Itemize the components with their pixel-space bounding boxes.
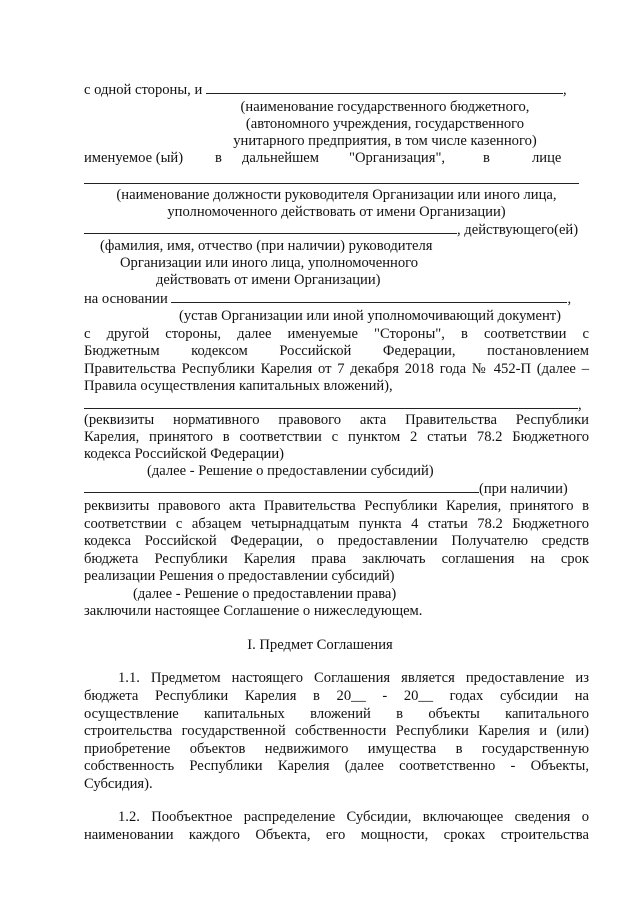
text-line: Правительства Республики Карелия от 7 декабря 2018 года № 452-П (далее – [84, 361, 589, 377]
text-line: заключили настоящее Соглашение о нижеследующем. [84, 603, 423, 619]
text-line: строительства государственной собственности Республики Карелия и (или) [84, 723, 589, 739]
text-line: с одной стороны, и , [84, 82, 567, 98]
text-line: осуществление капитальных вложений в объекты капитального [84, 706, 589, 722]
document-page: с одной стороны, и , (наименование государственного бюджетного, (автономного учреждения, государственного унитарного предприятия, в том числе казенного) именуемое (ый) в дальнейшем "Организация", в лице (наименование должности руководителя Организации или иного лица, уполномоченного действовать от имени Организации) , действующего(ей) (фамилия, имя, отчество (при наличии) руководителя Организации или иного лица, уполномоченного действовать от имени Организации) на основании , (устав Организации или иной уполномочивающий документ) с другой стороны, далее именуемые "Стороны", в соответствии с Бюджетным кодексом Российской Федерации, постановлением Правительства Республики Карелия от 7 декабря 2018 года № 452-П (далее – Правила осуществления капитальных вложений), , (реквизиты нормативного правового акта Правительства Республики Карелия, принятого в соответствии с пунктом 2 статьи 78.2 Бюджетного кодекса Российской Федерации) (далее - Решение о предоставлении субсидий) (при наличии) реквизиты правового акта Правительства Республики Карелия, принятого в соответствии с абзацем четырнадцатым пункта 4 статьи 78.2 Бюджетного кодекса Российской Федерации, о предоставлении Получателю средств бюджета Республики Карелия права заключать соглашения на срок реализации Решения о предоставлении субсидий) (далее - Решение о предоставлении права) заключили настоящее Соглашение о нижеследующем. I. Предмет Соглашения 1.1. Предметом настоящего Соглашения является предоставление из бюджета Республики Карелия в 20__ - 20__ годах субсидии на осуществление капитальных вложений в объекты капитального строительства государственной собственности Республики Карелия и (или) приобретение объектов недвижимого имущества в государственную собственность Республики Карелия (далее соответственно - Объекты, Субсидия). 1.2. Пообъектное распределение Субсидии, включающее сведения о наименовании каждого Объекта, его мощности, сроках строительства [0, 0, 640, 905]
text-line: реквизиты правового акта Правительства Республики Карелия, принятого в [84, 498, 589, 514]
text-line: (далее - Решение о предоставлении субсидий) [147, 463, 434, 479]
text-line: действовать от имени Организации) [156, 272, 381, 288]
text-line: с другой стороны, далее именуемые "Стороны", в соответствии с [84, 326, 589, 342]
text-line: собственность Республики Карелия (далее соответственно - Объекты, [84, 758, 589, 774]
text-line: унитарного предприятия, в том числе казенного) [233, 133, 537, 149]
text-line: кодекса Российской Федерации, о предоставлении Получателю средств [84, 533, 589, 549]
text-line: (при наличии) [84, 480, 589, 498]
text-line: уполномоченного действовать от имени Организации) [167, 204, 506, 220]
text-line: Карелия, принятого в соответствии с пунктом 2 статьи 78.2 Бюджетного [84, 429, 589, 445]
section-heading: I. Предмет Соглашения [247, 637, 393, 653]
text-line: (реквизиты нормативного правового акта Правительства Республики [84, 412, 589, 428]
text-line: на основании , [84, 291, 572, 307]
text-line: наименовании каждого Объекта, его мощности, сроках строительства [84, 827, 589, 843]
underline-line: , [84, 396, 589, 414]
text-line: кодекса Российской Федерации) [84, 446, 284, 462]
text-line: Правила осуществления капитальных вложений), [84, 378, 393, 394]
text-line: Организации или иного лица, уполномоченного [120, 255, 419, 271]
text-line: (фамилия, имя, отчество (при наличии) руководителя [100, 238, 433, 254]
text-line: бюджета Республики Карелия в 20__ - 20__ годах субсидии на [84, 688, 589, 704]
text-line: бюджета Республики Карелия права заключать соглашения на срок [84, 551, 589, 567]
text-line: реализации Решения о предоставлении субсидий) [84, 568, 395, 584]
text-line: (далее - Решение о предоставлении права) [133, 586, 397, 602]
text-line: Бюджетным кодексом Российской Федерации, постановлением [84, 343, 589, 359]
text-line: (автономного учреждения, государственного [245, 116, 525, 132]
text-line: 1.2. Пообъектное распределение Субсидии, включающее сведения о [118, 809, 589, 825]
text-line: (наименование должности руководителя Организации или иного лица, [116, 187, 557, 203]
text-line: Субсидия). [84, 776, 153, 792]
text-line: (наименование государственного бюджетного, [240, 99, 530, 115]
text-line: приобретение объектов недвижимого имущества в государственную [84, 741, 589, 757]
text-line: , действующего(ей) [84, 221, 589, 239]
text-line: соответствии с абзацем четырнадцатым пункта 4 статьи 78.2 Бюджетного [84, 516, 589, 532]
text-line: (устав Организации или иной уполномочивающий документ) [178, 308, 562, 324]
text-line: 1.1. Предметом настоящего Соглашения является предоставление из [118, 670, 589, 686]
